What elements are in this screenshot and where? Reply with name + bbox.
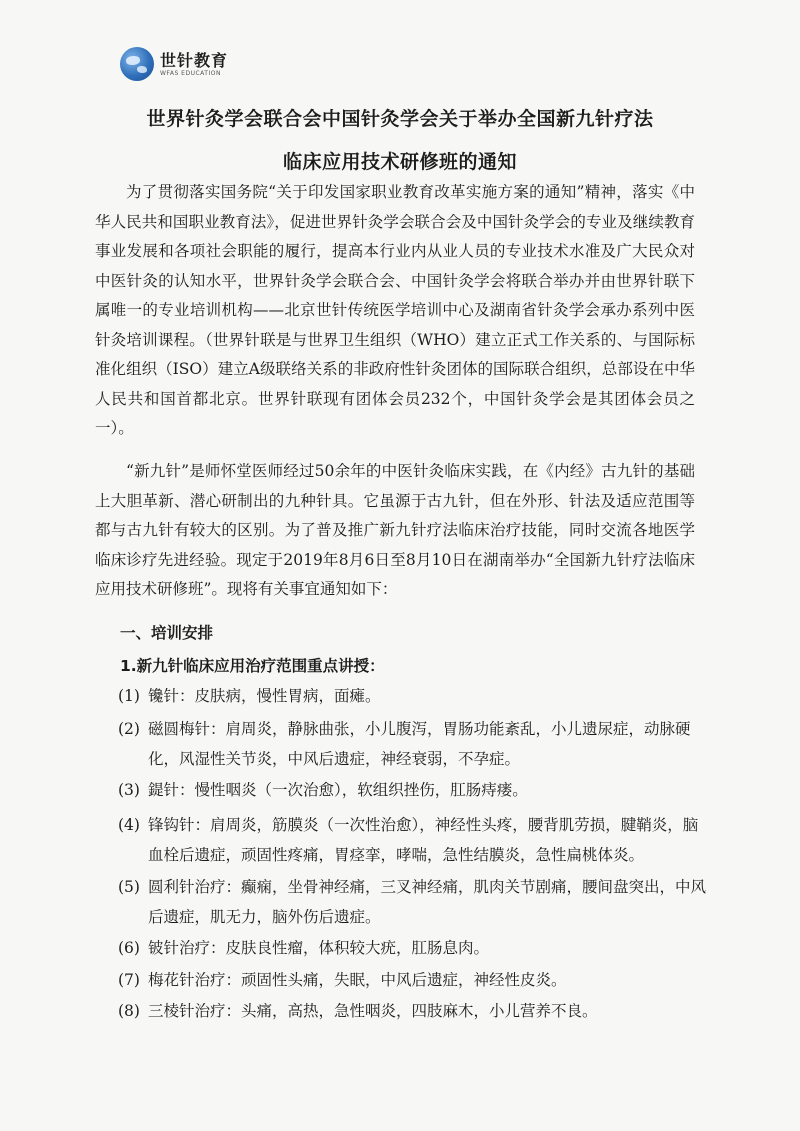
title-line-2: 临床应用技术研修班的通知 <box>282 151 517 173</box>
title-line-1: 世界针灸学会联合会中国针灸学会关于举办全国新九针疗法 <box>146 108 654 130</box>
list-item-text: 圆利针治疗：癫痫，坐骨神经痛，三叉神经痛，肌肉关节剧痛，腰间盘突出，中风后遗症，肌无力，脑外伤后遗症。 <box>148 878 707 926</box>
list-item-text: 锋钩针：肩周炎，筋膜炎（一次性治愈），神经性头疼，腰背肌劳损，腱鞘炎，脑血栓后遗症，顽固性疼痛，胃痉挛，哮喘，急性结膜炎，急性扁桃体炎。 <box>148 816 699 864</box>
list-item <box>118 872 708 932</box>
list-item-number: (7) <box>118 971 140 989</box>
globe-icon <box>120 47 154 81</box>
logo-subtitle: WFAS EDUCATION <box>160 69 221 77</box>
logo <box>120 44 228 84</box>
list-item <box>118 714 708 774</box>
list-item <box>118 933 708 963</box>
list-item-text: 镵针：皮肤病，慢性胃病，面瘫。 <box>148 687 381 705</box>
list-item-text: 铍针治疗：皮肤良性瘤，体积较大疣，肛肠息肉。 <box>148 939 490 957</box>
list-item <box>118 810 708 870</box>
list-item <box>118 681 708 711</box>
paragraph-2: “新九针”是师怀堂医师经过50余年的中医针灸临床实践，在《内经》古九针的基础上大胆革新、潜心研制出的九种针具。它虽源于古九针，但在外形、针法及适应范围等都与古九针有较大的区别。为了普及推广新九针疗法临床治疗技能，同时交流各地医学临床诊疗先进经验。现定于2019年8月6日至8月10日在湖南举办“全国新九针疗法临床应用技术研修班”。现将有关事宜通知如下： <box>95 462 695 598</box>
list-item-number: (4) <box>118 816 140 834</box>
list-item-text: 鍉针：慢性咽炎（一次治愈），软组织挫伤，肛肠痔瘘。 <box>148 781 528 799</box>
list-item-number: (6) <box>118 939 140 957</box>
list-item-number: (2) <box>118 720 140 738</box>
list-item-number: (3) <box>118 781 140 799</box>
logo-name: 世针教育 <box>160 50 229 70</box>
list-item <box>118 996 708 1026</box>
list-item-text: 三棱针治疗：头痛，高热，急性咽炎，四肢麻木，小儿营养不良。 <box>148 1002 598 1020</box>
list-item-number: (8) <box>118 1002 140 1020</box>
section-subheading: 1.新九针临床应用治疗范围重点讲授： <box>120 657 385 675</box>
list-item-text: 梅花针治疗：顽固性头痛，失眠，中风后遗症，神经性皮炎。 <box>148 971 567 989</box>
list-item-number: (5) <box>118 878 140 896</box>
list-item-number: (1) <box>118 687 140 705</box>
logo-text <box>160 52 228 77</box>
list-item-text: 磁圆梅针：肩周炎，静脉曲张，小儿腹泻，胃肠功能紊乱，小儿遗尿症，动脉硬化，风湿性关节炎，中风后遗症，神经衰弱，不孕症。 <box>148 720 691 768</box>
list-item <box>118 965 708 995</box>
list-item <box>118 775 708 805</box>
paragraph-1: 为了贯彻落实国务院“关于印发国家职业教育改革实施方案的通知”精神，落实《中华人民共和国职业教育法》，促进世界针灸学会联合会及中国针灸学会的专业及继续教育事业发展和各项社会职能的履行，提高本行业内从业人员的专业技术水准及广大民众对中医针灸的认知水平，世界针灸学会联合会、中国针灸学会将联合举办并由世界针联下属唯一的专业培训机构——北京世针传统医学培训中心及湖南省针灸学会承办系列中医针灸培训课程。（世界针联是与世界卫生组织（WHO）建立正式工作关系的、与国际标准化组织（ISO）建立A级联络关系的非政府性针灸团体的国际联合组织，总部设在中华人民共和国首都北京。世界针联现有团体会员232个，中国针灸学会是其团体会员之一）。 <box>95 183 695 437</box>
section-heading: 一、培训安排 <box>120 624 214 642</box>
